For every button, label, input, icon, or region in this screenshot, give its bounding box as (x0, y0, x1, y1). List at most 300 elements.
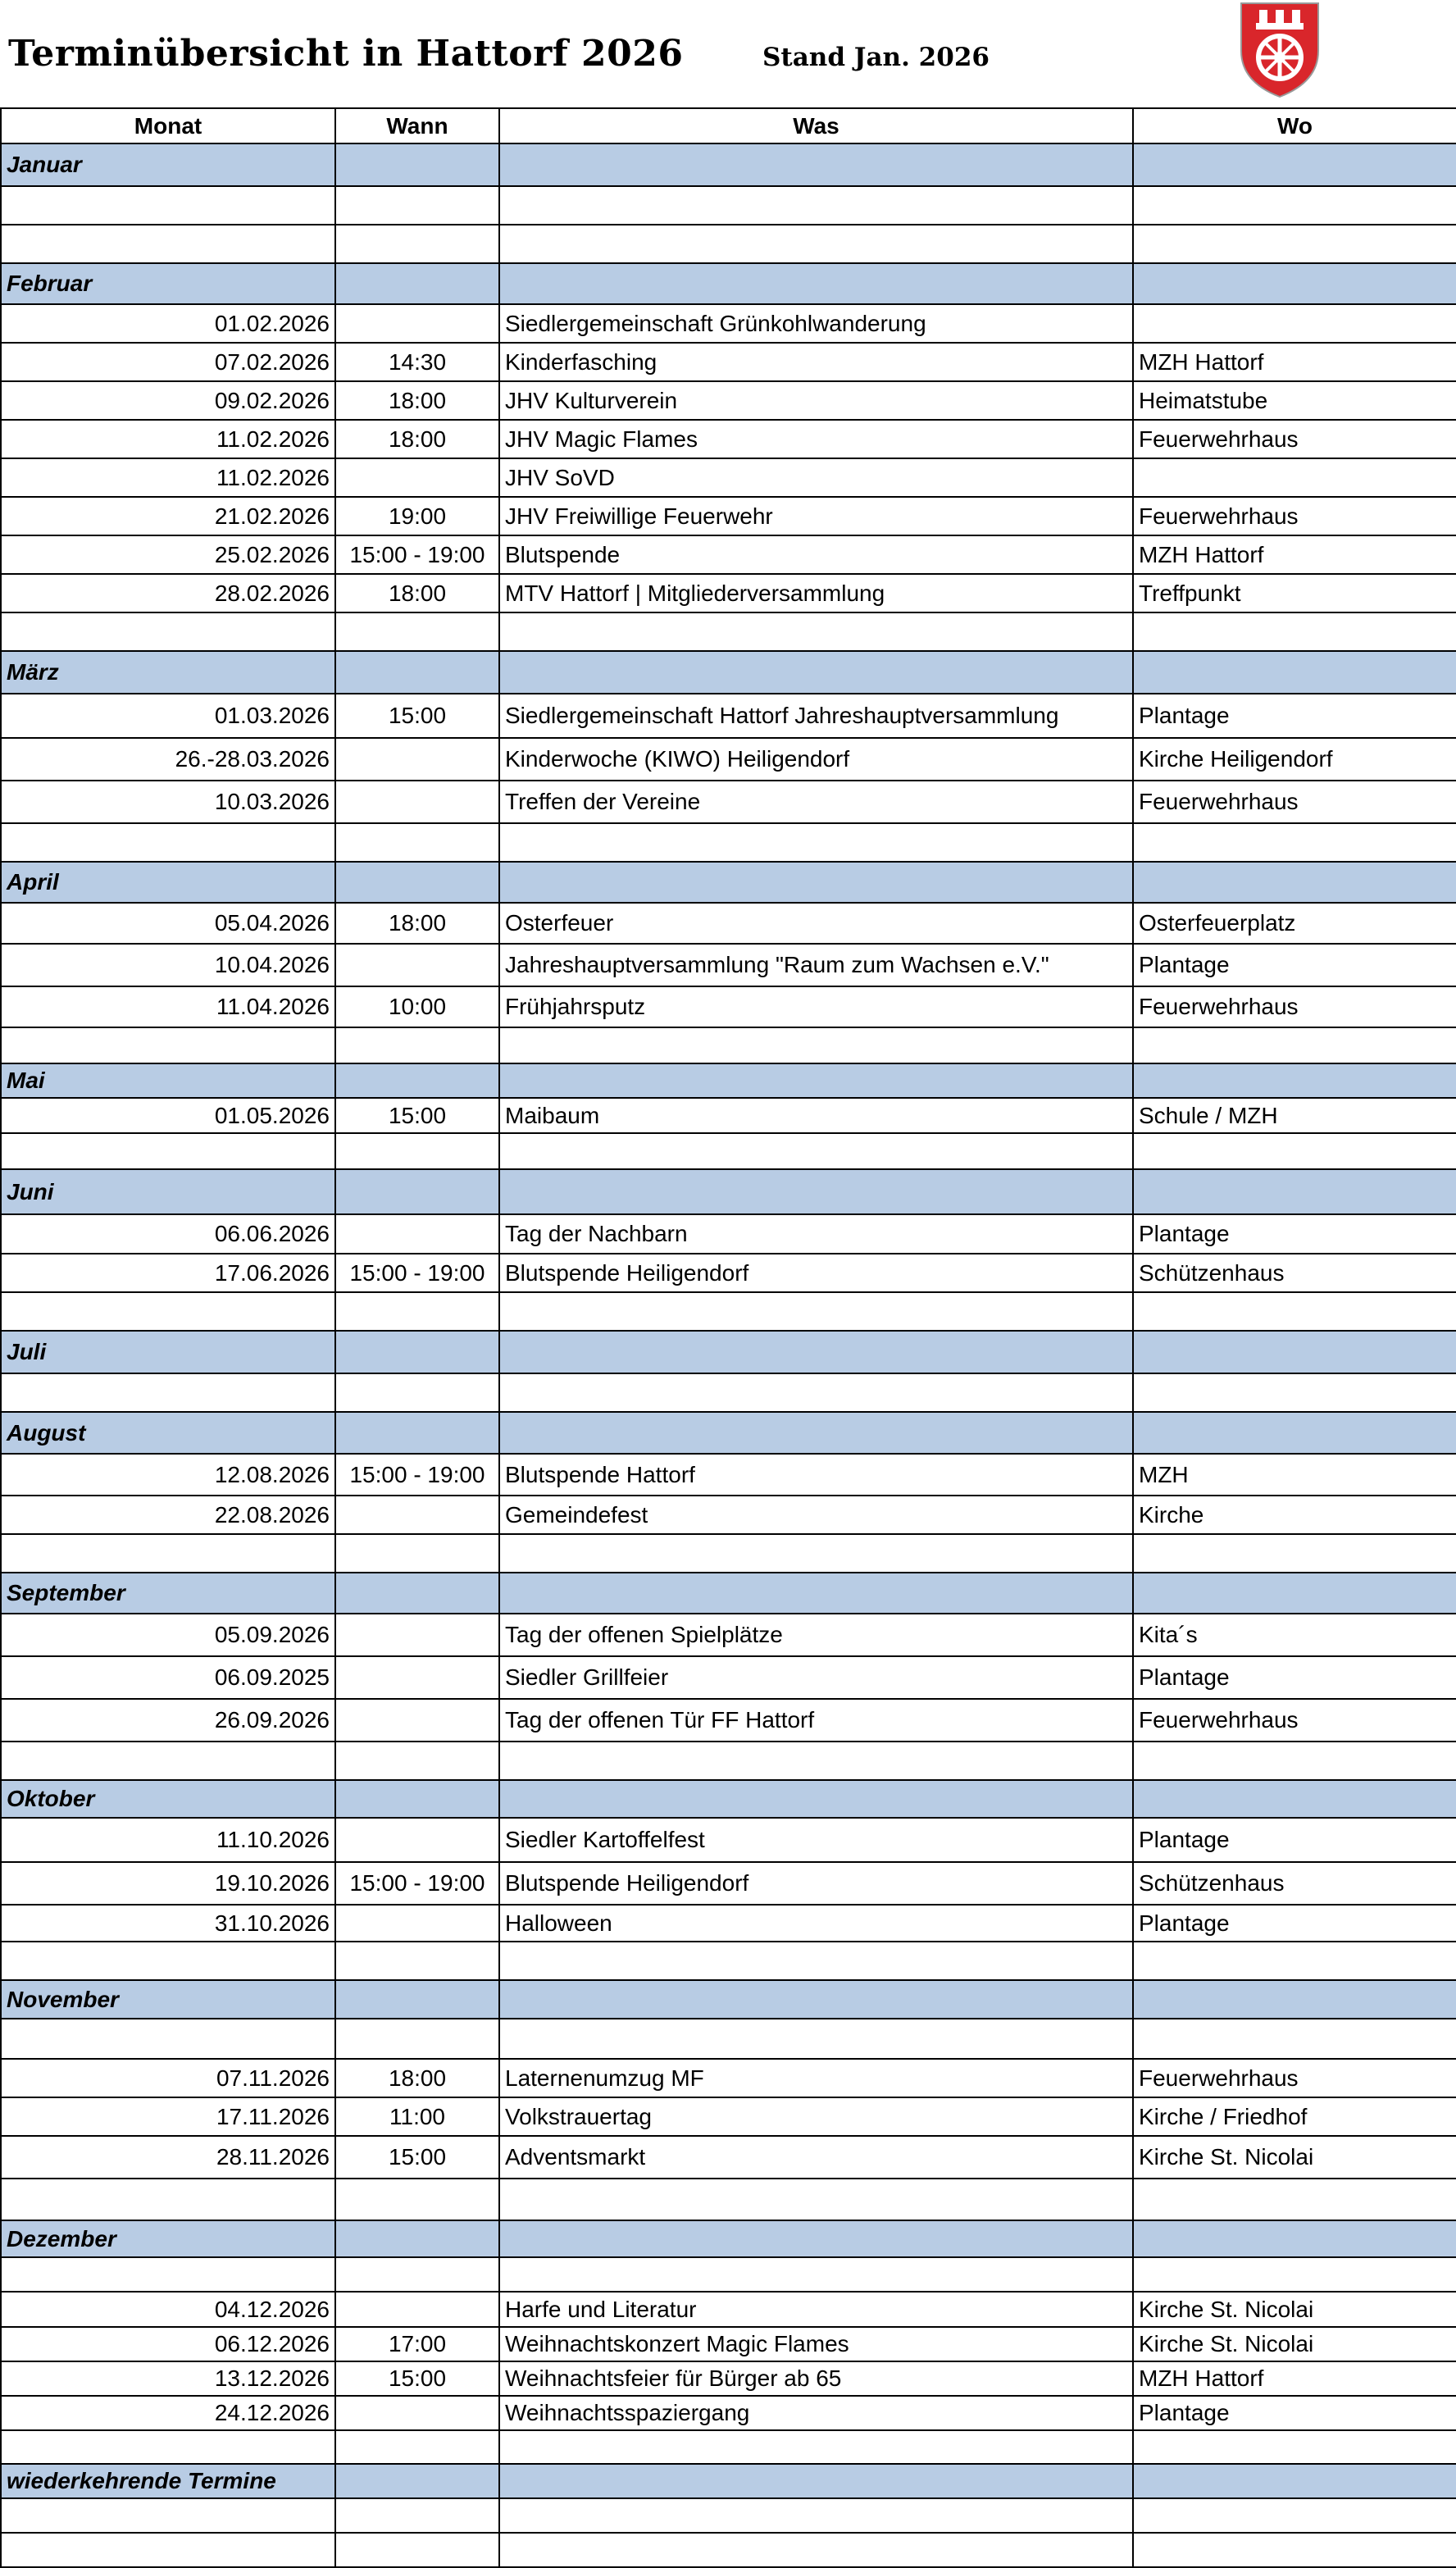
event-name (499, 823, 1133, 862)
event-name: Volkstrauertag (499, 2097, 1133, 2136)
month-label: Juli (1, 1331, 335, 1373)
event-time: 10:00 (335, 986, 499, 1027)
table-row (1, 1454, 1456, 1496)
month-label: Dezember (1, 2220, 335, 2257)
month-label: April (1, 862, 335, 903)
event-date: 06.06.2026 (1, 1214, 335, 1254)
event-location: Kirche (1133, 1496, 1456, 1534)
event-location: Feuerwehrhaus (1133, 420, 1456, 458)
table-row (1, 2361, 1456, 2396)
event-time: 15:00 - 19:00 (335, 1254, 499, 1292)
event-location (1133, 1133, 1456, 1169)
event-name: MTV Hattorf | Mitgliederversammlung (499, 574, 1133, 612)
event-time (335, 2533, 499, 2567)
month-band-cell (1133, 1412, 1456, 1454)
event-date: 24.12.2026 (1, 2396, 335, 2430)
event-name: Halloween (499, 1905, 1133, 1942)
event-time: 18:00 (335, 2059, 499, 2097)
coat-of-arms-icon (1236, 0, 1323, 98)
month-band-cell (1133, 143, 1456, 186)
month-band-cell (335, 1980, 499, 2019)
month-band-cell (1133, 1331, 1456, 1373)
event-date: 07.11.2026 (1, 2059, 335, 2097)
event-time (335, 1292, 499, 1331)
event-name: Weihnachtsfeier für Bürger ab 65 (499, 2361, 1133, 2396)
month-label: Februar (1, 263, 335, 304)
event-name (499, 2257, 1133, 2292)
event-date (1, 2430, 335, 2464)
event-location: Schule / MZH (1133, 1098, 1456, 1133)
table-row (1, 186, 1456, 225)
month-header-row (1, 263, 1456, 304)
month-band-cell (1133, 862, 1456, 903)
event-date (1, 186, 335, 225)
event-date: 26.-28.03.2026 (1, 738, 335, 781)
event-name: JHV Freiwillige Feuerwehr (499, 497, 1133, 535)
column-header-was: Was (499, 108, 1133, 143)
event-name (499, 612, 1133, 651)
table-row (1, 2136, 1456, 2179)
event-location (1133, 1373, 1456, 1412)
event-location (1133, 304, 1456, 343)
event-location: Plantage (1133, 2396, 1456, 2430)
month-band-cell (335, 862, 499, 903)
event-time: 15:00 - 19:00 (335, 535, 499, 574)
table-row (1, 458, 1456, 497)
event-time: 17:00 (335, 2327, 499, 2361)
event-time (335, 2430, 499, 2464)
event-time (335, 458, 499, 497)
event-location (1133, 2257, 1456, 2292)
column-header-monat: Monat (1, 108, 335, 143)
month-label: November (1, 1980, 335, 2019)
event-name (499, 1742, 1133, 1780)
event-name: Blutspende Heiligendorf (499, 1254, 1133, 1292)
event-time (335, 1214, 499, 1254)
event-name (499, 2019, 1133, 2059)
event-location (1133, 1534, 1456, 1573)
event-time: 15:00 - 19:00 (335, 1862, 499, 1905)
event-name: Laternenumzug MF (499, 2059, 1133, 2097)
event-location: MZH Hattorf (1133, 535, 1456, 574)
table-row (1, 1292, 1456, 1331)
event-time (335, 2498, 499, 2533)
event-location: Feuerwehrhaus (1133, 2059, 1456, 2097)
event-time (335, 1656, 499, 1699)
event-location (1133, 2533, 1456, 2567)
event-name: Frühjahrsputz (499, 986, 1133, 1027)
month-band-cell (499, 263, 1133, 304)
event-time: 15:00 (335, 2361, 499, 2396)
event-location (1133, 823, 1456, 862)
month-header-row (1, 1980, 1456, 2019)
month-band-cell (499, 1063, 1133, 1098)
event-time (335, 186, 499, 225)
event-location: Plantage (1133, 1214, 1456, 1254)
event-location: Kirche / Friedhof (1133, 2097, 1456, 2136)
month-band-cell (335, 1412, 499, 1454)
event-date: 10.03.2026 (1, 781, 335, 823)
event-date: 11.02.2026 (1, 420, 335, 458)
month-header-row (1, 1780, 1456, 1818)
event-date: 09.02.2026 (1, 381, 335, 420)
table-row (1, 497, 1456, 535)
event-time (335, 1534, 499, 1573)
event-location (1133, 1292, 1456, 1331)
event-date (1, 1027, 335, 1063)
event-name: Kinderfasching (499, 343, 1133, 381)
table-row (1, 2097, 1456, 2136)
event-name (499, 2430, 1133, 2464)
table-row (1, 781, 1456, 823)
event-name: Weihnachtskonzert Magic Flames (499, 2327, 1133, 2361)
event-time: 18:00 (335, 903, 499, 944)
month-band-cell (335, 1331, 499, 1373)
event-location: MZH Hattorf (1133, 2361, 1456, 2396)
month-label: März (1, 651, 335, 694)
event-location: Plantage (1133, 694, 1456, 738)
table-row (1, 1742, 1456, 1780)
month-band-cell (335, 2220, 499, 2257)
event-location (1133, 2430, 1456, 2464)
event-name: Weihnachtsspaziergang (499, 2396, 1133, 2430)
event-date (1, 2533, 335, 2567)
month-band-cell (499, 143, 1133, 186)
event-time (335, 612, 499, 651)
event-date (1, 2498, 335, 2533)
event-location: MZH Hattorf (1133, 343, 1456, 381)
month-header-row (1, 2220, 1456, 2257)
month-header-row (1, 862, 1456, 903)
event-location: Schützenhaus (1133, 1862, 1456, 1905)
month-label: Oktober (1, 1780, 335, 1818)
table-row (1, 1133, 1456, 1169)
table-row (1, 420, 1456, 458)
event-date: 05.04.2026 (1, 903, 335, 944)
month-header-row (1, 651, 1456, 694)
month-header-row (1, 1331, 1456, 1373)
table-row (1, 1098, 1456, 1133)
table-header-row (1, 108, 1456, 143)
event-date (1, 612, 335, 651)
table-row (1, 1254, 1456, 1292)
event-name: Blutspende (499, 535, 1133, 574)
event-time (335, 738, 499, 781)
event-date (1, 1942, 335, 1980)
event-location (1133, 225, 1456, 263)
event-time (335, 225, 499, 263)
month-band-cell (1133, 263, 1456, 304)
event-location: Plantage (1133, 944, 1456, 986)
event-time (335, 1133, 499, 1169)
month-header-row (1, 1412, 1456, 1454)
table-row (1, 2533, 1456, 2567)
page-title: Terminübersicht in Hattorf 2026 (8, 33, 684, 75)
event-location (1133, 1942, 1456, 1980)
event-name: JHV SoVD (499, 458, 1133, 497)
event-date: 01.03.2026 (1, 694, 335, 738)
event-time: 14:30 (335, 343, 499, 381)
event-date: 07.02.2026 (1, 343, 335, 381)
table-row (1, 903, 1456, 944)
month-band-cell (1133, 1063, 1456, 1098)
event-date: 11.02.2026 (1, 458, 335, 497)
event-name: Blutspende Heiligendorf (499, 1862, 1133, 1905)
column-header-wann: Wann (335, 108, 499, 143)
table-row (1, 2430, 1456, 2464)
event-date: 12.08.2026 (1, 1454, 335, 1496)
month-header-row (1, 2464, 1456, 2498)
event-name: Tag der offenen Spielplätze (499, 1614, 1133, 1656)
event-name (499, 1027, 1133, 1063)
month-band-cell (1133, 2220, 1456, 2257)
event-time (335, 1699, 499, 1742)
month-header-row (1, 1063, 1456, 1098)
event-name: Treffen der Vereine (499, 781, 1133, 823)
event-time: 18:00 (335, 574, 499, 612)
table-row (1, 1027, 1456, 1063)
month-band-cell (335, 1169, 499, 1214)
month-band-cell (1133, 1573, 1456, 1614)
table-row (1, 1534, 1456, 1573)
event-date: 28.11.2026 (1, 2136, 335, 2179)
month-band-cell (499, 1980, 1133, 2019)
event-date (1, 823, 335, 862)
event-date (1, 1373, 335, 1412)
event-location: Kita´s (1133, 1614, 1456, 1656)
event-date: 22.08.2026 (1, 1496, 335, 1534)
event-time: 18:00 (335, 381, 499, 420)
page-header (0, 0, 1456, 107)
event-location (1133, 2179, 1456, 2220)
event-name: Blutspende Hattorf (499, 1454, 1133, 1496)
event-location (1133, 2498, 1456, 2533)
event-date: 17.06.2026 (1, 1254, 335, 1292)
event-date: 28.02.2026 (1, 574, 335, 612)
table-row (1, 1614, 1456, 1656)
event-time (335, 2396, 499, 2430)
event-location (1133, 1027, 1456, 1063)
event-date: 10.04.2026 (1, 944, 335, 986)
event-location: Feuerwehrhaus (1133, 781, 1456, 823)
event-name: Adventsmarkt (499, 2136, 1133, 2179)
month-header-row (1, 1169, 1456, 1214)
month-band-cell (499, 1780, 1133, 1818)
month-band-cell (499, 2464, 1133, 2498)
event-date (1, 1742, 335, 1780)
event-date: 26.09.2026 (1, 1699, 335, 1742)
event-name (499, 2533, 1133, 2567)
month-label: September (1, 1573, 335, 1614)
event-location (1133, 458, 1456, 497)
event-time: 15:00 (335, 694, 499, 738)
table-row (1, 2059, 1456, 2097)
event-location: Schützenhaus (1133, 1254, 1456, 1292)
event-date: 11.04.2026 (1, 986, 335, 1027)
event-date (1, 225, 335, 263)
month-band-cell (1133, 1980, 1456, 2019)
status-date: Stand Jan. 2026 (762, 43, 990, 72)
month-band-cell (335, 263, 499, 304)
month-band-cell (1133, 2464, 1456, 2498)
event-name (499, 2179, 1133, 2220)
event-time (335, 2019, 499, 2059)
event-name (499, 1373, 1133, 1412)
event-time: 18:00 (335, 420, 499, 458)
month-label: Juni (1, 1169, 335, 1214)
event-date: 13.12.2026 (1, 2361, 335, 2396)
month-band-cell (499, 2220, 1133, 2257)
event-time (335, 1942, 499, 1980)
event-date: 31.10.2026 (1, 1905, 335, 1942)
month-label: wiederkehrende Termine (1, 2464, 335, 2498)
event-location: Treffpunkt (1133, 574, 1456, 612)
table-row (1, 2396, 1456, 2430)
table-row (1, 2257, 1456, 2292)
table-row (1, 823, 1456, 862)
event-time (335, 1027, 499, 1063)
event-name: Siedler Grillfeier (499, 1656, 1133, 1699)
month-band-cell (499, 1412, 1133, 1454)
month-band-cell (499, 862, 1133, 903)
month-band-cell (1133, 651, 1456, 694)
event-name: Osterfeuer (499, 903, 1133, 944)
event-date: 01.02.2026 (1, 304, 335, 343)
table-row (1, 343, 1456, 381)
event-name: Siedlergemeinschaft Hattorf Jahreshauptversammlung (499, 694, 1133, 738)
month-band-cell (499, 1169, 1133, 1214)
event-time (335, 1373, 499, 1412)
event-time (335, 1905, 499, 1942)
month-label: August (1, 1412, 335, 1454)
month-band-cell (1133, 1169, 1456, 1214)
event-name: Tag der Nachbarn (499, 1214, 1133, 1254)
table-row (1, 535, 1456, 574)
table-row (1, 1942, 1456, 1980)
table-row (1, 1699, 1456, 1742)
event-time (335, 1496, 499, 1534)
event-time: 15:00 (335, 2136, 499, 2179)
event-date: 06.12.2026 (1, 2327, 335, 2361)
table-row (1, 225, 1456, 263)
table-row (1, 1214, 1456, 1254)
table-row (1, 2327, 1456, 2361)
event-time: 15:00 - 19:00 (335, 1454, 499, 1496)
event-name (499, 225, 1133, 263)
event-location (1133, 2019, 1456, 2059)
month-band-cell (1133, 1780, 1456, 1818)
event-time (335, 1742, 499, 1780)
event-date: 21.02.2026 (1, 497, 335, 535)
table-row (1, 2179, 1456, 2220)
month-label: Mai (1, 1063, 335, 1098)
event-date: 04.12.2026 (1, 2292, 335, 2327)
event-location: Kirche St. Nicolai (1133, 2292, 1456, 2327)
event-time: 19:00 (335, 497, 499, 535)
event-location: Plantage (1133, 1905, 1456, 1942)
month-label: Januar (1, 143, 335, 186)
table-row (1, 381, 1456, 420)
event-time: 11:00 (335, 2097, 499, 2136)
schedule-table (0, 107, 1456, 2568)
table-row (1, 2019, 1456, 2059)
event-date (1, 2179, 335, 2220)
event-date (1, 1292, 335, 1331)
month-header-row (1, 1573, 1456, 1614)
event-name (499, 1292, 1133, 1331)
event-name: Gemeindefest (499, 1496, 1133, 1534)
table-row (1, 1862, 1456, 1905)
month-band-cell (335, 1063, 499, 1098)
event-date: 06.09.2025 (1, 1656, 335, 1699)
month-band-cell (335, 1573, 499, 1614)
event-location (1133, 1742, 1456, 1780)
event-date: 19.10.2026 (1, 1862, 335, 1905)
event-name (499, 1942, 1133, 1980)
event-name: Kinderwoche (KIWO) Heiligendorf (499, 738, 1133, 781)
table-row (1, 1656, 1456, 1699)
event-time (335, 1818, 499, 1862)
month-band-cell (335, 1780, 499, 1818)
event-location: Heimatstube (1133, 381, 1456, 420)
event-location: MZH (1133, 1454, 1456, 1496)
event-name: Tag der offenen Tür FF Hattorf (499, 1699, 1133, 1742)
event-time (335, 1614, 499, 1656)
event-location (1133, 612, 1456, 651)
table-row (1, 986, 1456, 1027)
table-row (1, 944, 1456, 986)
event-name: Siedler Kartoffelfest (499, 1818, 1133, 1862)
event-name: JHV Magic Flames (499, 420, 1133, 458)
event-location: Kirche St. Nicolai (1133, 2136, 1456, 2179)
event-time (335, 2292, 499, 2327)
table-row (1, 1373, 1456, 1412)
table-row (1, 694, 1456, 738)
event-date: 05.09.2026 (1, 1614, 335, 1656)
event-name (499, 186, 1133, 225)
event-location: Feuerwehrhaus (1133, 1699, 1456, 1742)
event-time: 15:00 (335, 1098, 499, 1133)
table-row (1, 1905, 1456, 1942)
event-location: Kirche St. Nicolai (1133, 2327, 1456, 2361)
event-date (1, 1133, 335, 1169)
column-header-wo: Wo (1133, 108, 1456, 143)
schedule-body (1, 143, 1456, 2567)
event-location: Osterfeuerplatz (1133, 903, 1456, 944)
event-date (1, 2019, 335, 2059)
event-date: 11.10.2026 (1, 1818, 335, 1862)
event-location: Feuerwehrhaus (1133, 986, 1456, 1027)
event-time (335, 2257, 499, 2292)
event-time (335, 781, 499, 823)
event-name (499, 1133, 1133, 1169)
event-name (499, 2498, 1133, 2533)
event-name: Harfe und Literatur (499, 2292, 1133, 2327)
event-location: Plantage (1133, 1656, 1456, 1699)
event-date: 01.05.2026 (1, 1098, 335, 1133)
table-row (1, 2498, 1456, 2533)
table-row (1, 1496, 1456, 1534)
table-row (1, 304, 1456, 343)
event-name: Maibaum (499, 1098, 1133, 1133)
event-name (499, 1534, 1133, 1573)
event-location: Plantage (1133, 1818, 1456, 1862)
month-band-cell (335, 2464, 499, 2498)
event-date: 17.11.2026 (1, 2097, 335, 2136)
event-time (335, 304, 499, 343)
month-band-cell (335, 143, 499, 186)
table-row (1, 738, 1456, 781)
